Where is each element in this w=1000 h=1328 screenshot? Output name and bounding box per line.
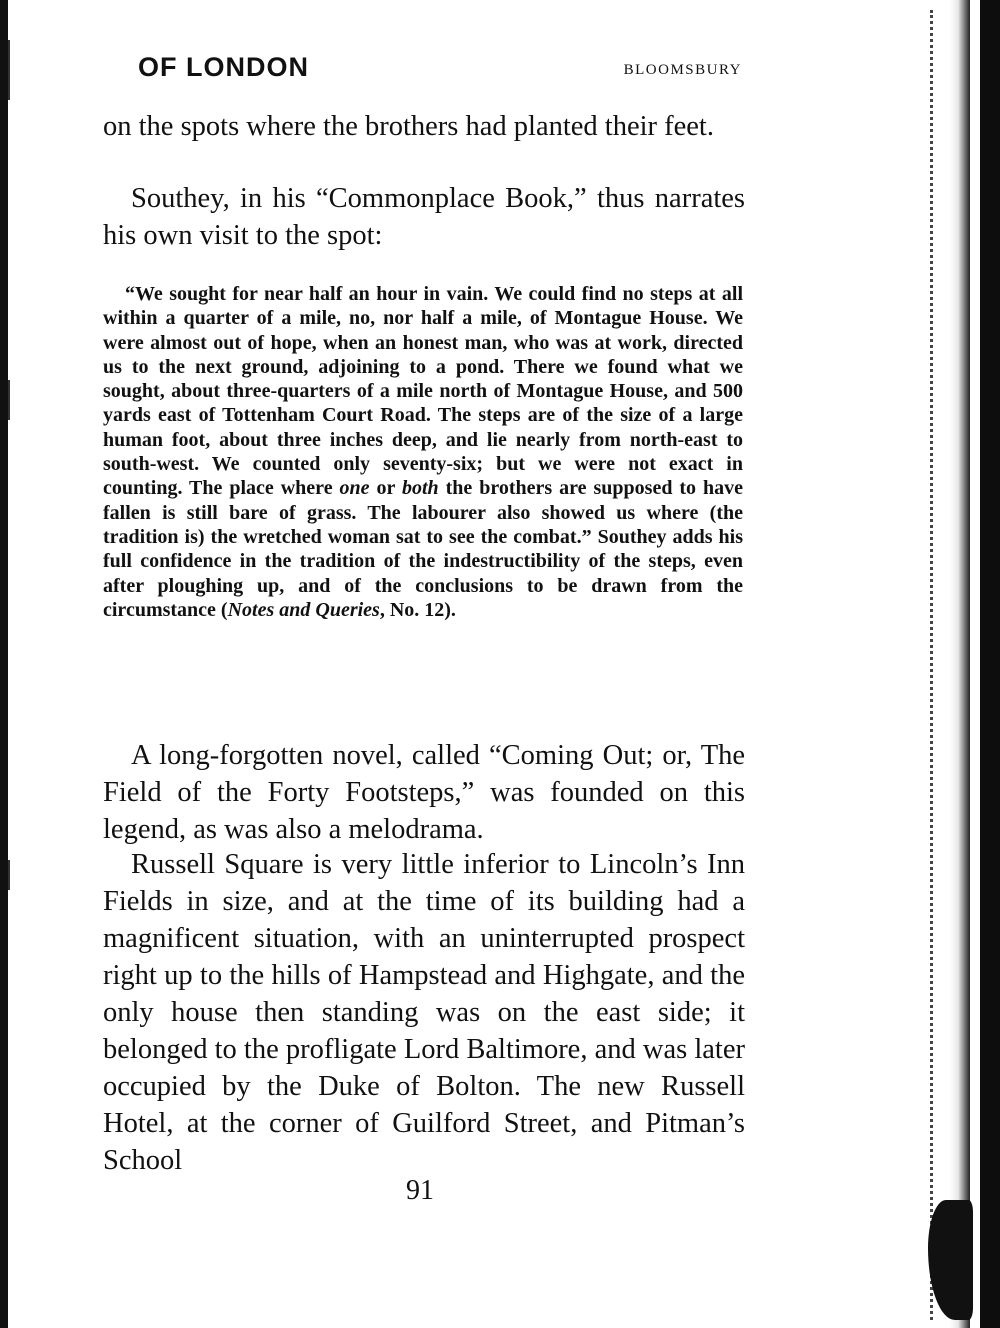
scan-edge-right-dots: [930, 10, 973, 1320]
quote-text: , No. 12).: [379, 598, 456, 621]
page-header: [138, 52, 742, 92]
paragraph-1: on the spots where the brothers had planted their feet.: [103, 111, 714, 142]
quote-italic-one: one: [339, 477, 370, 500]
scan-speck: [8, 860, 10, 890]
scan-speck: [8, 380, 10, 420]
quote-text: the brothers are supposed to have fallen is still bare of grass. The labourer also showed us where (the tradition is) the wretched woman sat to see the combat.” Southey adds his full confidence in the tradition of the indestructibility of the steps, even after ploughing up, and of the conclusions to be drawn from the circumstance (: [103, 477, 744, 621]
quote-text: or: [369, 477, 402, 500]
quote-italic-citation: Notes and Queries: [227, 598, 380, 621]
quote-italic-both: both: [401, 477, 439, 500]
block-quote: [103, 282, 743, 622]
paragraph-4: Russell Square is very little inferior to Lincoln’s Inn Fields in size, and at the time of its building had a magnificent situation, with an uninterrupted prospect right up to the hills of Hampstead and Highgate, and the only house then standing was on the east side; it belonged to the profligate Lord Baltimore, and was later occupied by the Duke of Bolton. The new Russell Hotel, at the corner of Guilford Street, and Pitman’s School: [103, 849, 745, 1176]
paragraph-2: Southey, in his “Commonplace Book,” thus narrates his own visit to the spot:: [103, 183, 745, 251]
running-head: OF LONDON: [138, 52, 309, 82]
scan-edge-left: [0, 0, 8, 1328]
paragraph-3: A long-forgotten novel, called “Coming Out; or, The Field of the Forty Footsteps,” was founded on this legend, as was also a melodrama.: [103, 740, 745, 845]
quote-text: “We sought for near half an hour in vain. We could find no steps at all within a quarter of a mile, no, nor half a mile, of Montague House. We were almost out of hope, when an honest man, who was at work, directed us to the next ground, adjoining to a pond. There we found what we sought, about three-quarters of a mile north of Montague House, and 500 yards east of Tottenham Court Road. The steps are of the size of a large human foot, about three inches deep, and lie nearly from north-east to south-west. We counted only seventy-six; but we were not exact in counting. The place where: [103, 283, 743, 500]
scan-edge-right: [980, 0, 1000, 1328]
page-number: 91: [406, 1175, 434, 1206]
scan-speck: [8, 40, 10, 100]
section-head: BLOOMSBURY: [623, 62, 742, 78]
